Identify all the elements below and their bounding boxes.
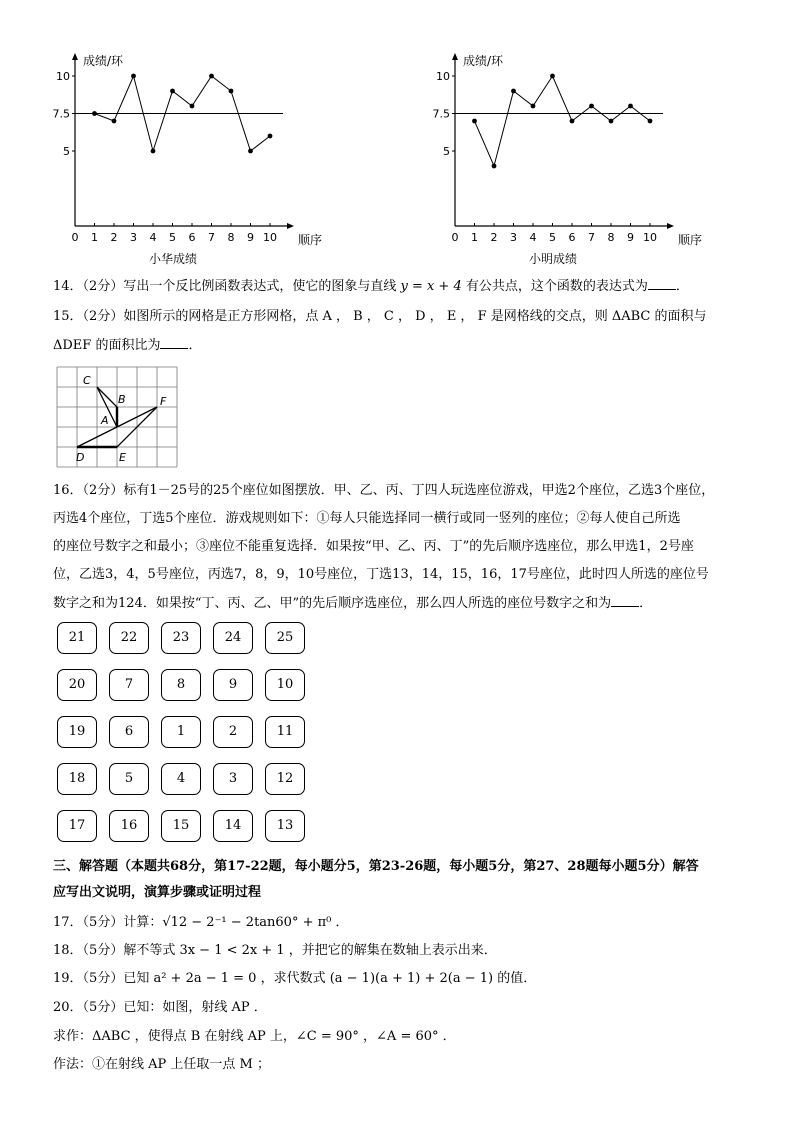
answer-blank[interactable] bbox=[160, 336, 188, 349]
x-tick-label: 1 bbox=[471, 231, 478, 244]
data-point bbox=[209, 74, 214, 79]
seat-5: 5 bbox=[109, 763, 149, 795]
x-tick-label: 4 bbox=[529, 231, 537, 244]
seat-13: 13 bbox=[265, 810, 305, 842]
question-14: 14．（2分）写出一个反比例函数表达式，使它的图象与直线 y = x + 4 有公共点，这个函数的表达式为 ． bbox=[53, 279, 689, 294]
label-b: B bbox=[118, 393, 126, 406]
answer-blank[interactable] bbox=[611, 594, 639, 607]
x-tick-label: 1 bbox=[91, 231, 98, 244]
x-tick-label: 4 bbox=[149, 231, 157, 244]
question-17: 17．（5分）计算：√12 − 2⁻¹ − 2tan60° + π⁰ ． bbox=[53, 915, 349, 930]
question-20-line1: 20．（5分）已知：如图，射线 AP ． bbox=[53, 1000, 267, 1015]
question-20-line2: 求作：ΔABC ，使得点 B 在射线 AP 上，∠C = 90° ，∠A = 60° ． bbox=[53, 1029, 456, 1044]
data-point bbox=[112, 119, 117, 124]
seat-19: 19 bbox=[57, 716, 97, 748]
x-tick-label: 10 bbox=[263, 231, 277, 244]
data-point bbox=[472, 119, 477, 124]
seat-18: 18 bbox=[57, 763, 97, 795]
x-tick-label: 0 bbox=[71, 231, 79, 244]
seat-1: 1 bbox=[161, 716, 201, 748]
seat-25: 25 bbox=[265, 622, 305, 654]
data-point bbox=[511, 89, 516, 94]
seat-9: 9 bbox=[213, 669, 253, 701]
seat-8: 8 bbox=[161, 669, 201, 701]
x-tick-label: 10 bbox=[643, 231, 657, 244]
section-3-heading-line1: 三、解答题（本题共68分，第17-22题，每小题分5，第23-26题，每小题5分，第27、28题每小题5分）解答 bbox=[53, 859, 699, 874]
data-point bbox=[648, 119, 653, 124]
x-tick-label: 2 bbox=[110, 231, 118, 244]
y-axis-label: 成绩/环 bbox=[463, 54, 504, 68]
x-tick-label: 7 bbox=[208, 231, 215, 244]
y-axis-arrow bbox=[452, 53, 458, 60]
seat-6: 6 bbox=[109, 716, 149, 748]
data-point bbox=[170, 89, 175, 94]
seat-24: 24 bbox=[213, 622, 253, 654]
data-point bbox=[151, 149, 156, 154]
question-16-line4: 位，乙选3，4，5号座位，丙选7，8，9，10号座位，丁选13，14，15，16，17号座位，此时四人所选的座位号 bbox=[53, 567, 709, 582]
x-tick-label: 0 bbox=[451, 231, 459, 244]
seat-2: 2 bbox=[213, 716, 253, 748]
x-tick-label: 6 bbox=[568, 231, 576, 244]
question-19: 19．（5分）已知 a² + 2a − 1 = 0 ，求代数式 (a − 1)(a + 1) + 2(a − 1) 的值． bbox=[53, 971, 537, 986]
seat-7: 7 bbox=[109, 669, 149, 701]
x-tick-label: 7 bbox=[588, 231, 595, 244]
seat-20: 20 bbox=[57, 669, 97, 701]
label-e: E bbox=[119, 451, 126, 464]
chart-xiaoming bbox=[432, 48, 715, 270]
data-point bbox=[229, 89, 234, 94]
question-16-line3: 的座位号数字之和最小；③座位不能重复选择．如果按“甲、乙、丙、丁”的先后顺序选座位，那么甲选1，2号座 bbox=[53, 539, 694, 554]
label-c: C bbox=[83, 374, 91, 387]
label-a: A bbox=[101, 414, 109, 427]
question-18: 18．（5分）解不等式 3x − 1 < 2x + 1 ，并把它的解集在数轴上表示出来． bbox=[53, 943, 497, 958]
question-16-line1: 16．（2分）标有1－25号的25个座位如图摆放．甲、乙、丙、丁四人玩选座位游戏，甲选2个座位，乙选3个座位， bbox=[53, 483, 715, 498]
x-tick-label: 9 bbox=[247, 231, 254, 244]
question-16-line5: 数字之和为124．如果按“丁、丙、乙、甲”的先后顺序选座位，那么四人所选的座位号数字之和为 ． bbox=[53, 596, 653, 611]
x-tick-label: 8 bbox=[227, 231, 235, 244]
y-tick-label: 10 bbox=[436, 70, 450, 83]
y-tick-label: 7.5 bbox=[52, 107, 70, 121]
data-point bbox=[550, 74, 555, 79]
data-point bbox=[589, 104, 594, 109]
x-tick-label: 2 bbox=[490, 231, 498, 244]
seat-22: 22 bbox=[109, 622, 149, 654]
x-tick-label: 3 bbox=[130, 231, 137, 244]
data-point bbox=[248, 149, 253, 154]
x-tick-label: 9 bbox=[627, 231, 634, 244]
y-axis-arrow bbox=[72, 53, 78, 60]
seat-14: 14 bbox=[213, 810, 253, 842]
data-point bbox=[492, 164, 497, 169]
data-point bbox=[190, 104, 195, 109]
data-point bbox=[268, 134, 273, 139]
seat-10: 10 bbox=[265, 669, 305, 701]
seat-11: 11 bbox=[265, 716, 305, 748]
question-16-line2: 丙选4个座位，丁选5个座位．游戏规则如下：①每人只能选择同一横行或同一竖列的座位；②每人使自己所选 bbox=[53, 511, 681, 526]
seat-17: 17 bbox=[57, 810, 97, 842]
data-point bbox=[92, 111, 97, 116]
seat-15: 15 bbox=[161, 810, 201, 842]
chart-title: 小明成绩 bbox=[528, 252, 578, 266]
x-tick-label: 6 bbox=[188, 231, 196, 244]
section-3-heading-line2: 应写出文说明，演算步骤或证明过程 bbox=[53, 885, 262, 900]
x-tick-label: 5 bbox=[169, 231, 176, 244]
grid-figure bbox=[52, 363, 182, 467]
x-axis-arrow bbox=[667, 223, 674, 229]
seat-21: 21 bbox=[57, 622, 97, 654]
data-point bbox=[570, 119, 575, 124]
chart-title: 小华成绩 bbox=[148, 252, 198, 266]
seat-4: 4 bbox=[161, 763, 201, 795]
data-point bbox=[628, 104, 633, 109]
question-15-line2: ΔDEF 的面积比为 ． bbox=[53, 338, 202, 353]
x-axis-label: 顺序 bbox=[298, 233, 323, 247]
x-axis-label: 顺序 bbox=[678, 233, 703, 247]
data-point bbox=[131, 74, 136, 79]
y-tick-label: 5 bbox=[63, 145, 70, 158]
answer-blank[interactable] bbox=[648, 277, 676, 290]
chart-xiaohua bbox=[52, 48, 335, 270]
seat-12: 12 bbox=[265, 763, 305, 795]
x-axis-arrow bbox=[287, 223, 294, 229]
data-point bbox=[531, 104, 536, 109]
series-line bbox=[475, 76, 651, 166]
question-15-line1: 15．（2分）如图所示的网格是正方形网格，点 A ， B ， C ， D ， E ， F 是网格线的交点，则 ΔABC 的面积与 bbox=[53, 309, 707, 324]
x-tick-label: 5 bbox=[549, 231, 556, 244]
question-20-line3: 作法：①在射线 AP 上任取一点 M ； bbox=[53, 1057, 270, 1072]
x-tick-label: 3 bbox=[510, 231, 517, 244]
label-f: F bbox=[160, 395, 167, 408]
y-axis-label: 成绩/环 bbox=[83, 54, 124, 68]
x-tick-label: 8 bbox=[607, 231, 615, 244]
y-tick-label: 7.5 bbox=[432, 107, 450, 121]
seat-23: 23 bbox=[161, 622, 201, 654]
seat-3: 3 bbox=[213, 763, 253, 795]
seat-16: 16 bbox=[109, 810, 149, 842]
data-point bbox=[609, 119, 614, 124]
y-tick-label: 10 bbox=[56, 70, 70, 83]
y-tick-label: 5 bbox=[443, 145, 450, 158]
label-d: D bbox=[76, 451, 85, 464]
